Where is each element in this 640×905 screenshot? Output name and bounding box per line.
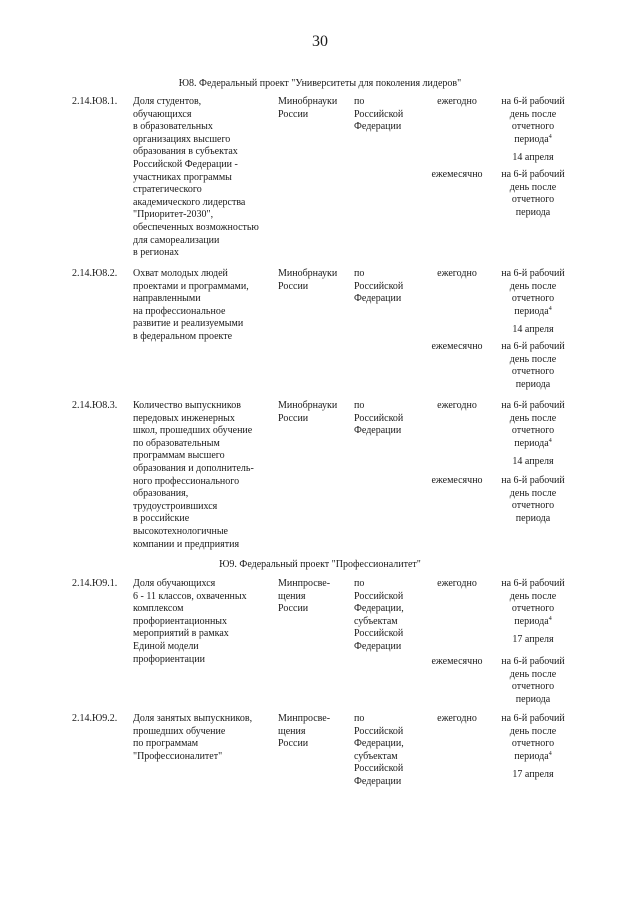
deadline-date: 17 апреля [512,769,554,781]
page-number: 30 [312,33,328,50]
row-number: 2.14.Ю9.1. [72,578,118,589]
frequency: ежемесячно [431,475,483,486]
level: по Российской Федерации, субъектам Российской Федерации [354,713,404,787]
frequency: ежегодно [437,96,477,107]
row-number: 2.14.Ю8.3. [72,400,118,411]
section-title-yu8: Ю8. Федеральный проект "Университеты для поколения лидеров" [178,78,462,89]
responsible-org: Минобрнауки России [278,400,338,424]
deadline [492,400,574,469]
deadline: на 6-й рабочий день после отчетного периода [501,169,565,218]
frequency: ежемесячно [431,341,483,352]
responsible-org: Минобрнауки России [278,96,338,120]
deadline [492,96,574,165]
responsible-org: Минпросве- щения России [278,713,331,750]
level: по Российской Федерации [354,268,404,305]
deadline-date: 17 апреля [512,634,554,646]
footnote-mark: 4 [548,305,552,312]
footnote-mark: 4 [548,615,552,622]
indicator-name: Охват молодых людей проектами и программами, направленными на профессиональное развитие и реализуемыми в федеральном проекте [133,268,249,342]
deadline-date: 14 апреля [512,456,554,468]
frequency: ежегодно [437,713,477,724]
indicator-name: Доля студентов, обучающихся в образовательных организациях высшего образования в субъектах Российской Федерации - участниках программы стратегического академического лидерства "Приоритет-2030", обеспеченных возможностью для самореализации в регионах [133,96,259,259]
indicator-name: Доля обучающихся 6 - 11 классов, охваченных комплексом профориентационных мероприятий в рамках Единой модели профориентации [133,578,247,665]
responsible-org: Минобрнауки России [278,268,338,292]
responsible-org: Минпросве- щения России [278,578,331,615]
frequency: ежегодно [437,268,477,279]
level: по Российской Федерации, субъектам Российской Федерации [354,578,404,652]
level: по Российской Федерации [354,400,404,437]
deadline-text: на 6-й рабочий день после отчетного периода [501,400,565,449]
deadline-date: 14 апреля [512,324,554,336]
row-number: 2.14.Ю8.2. [72,268,118,279]
deadline: на 6-й рабочий день после отчетного периода [501,656,565,705]
deadline-text: на 6-й рабочий день после отчетного периода [501,578,565,627]
deadline: на 6-й рабочий день после отчетного периода [501,341,565,390]
deadline: на 6-й рабочий день после отчетного периода [501,475,565,524]
deadline [492,578,574,647]
deadline [492,713,574,782]
frequency: ежемесячно [431,656,483,667]
frequency: ежемесячно [431,169,483,180]
row-number: 2.14.Ю9.2. [72,713,118,724]
level: по Российской Федерации [354,96,404,133]
deadline [492,268,574,337]
indicator-name: Количество выпускников передовых инженерных школ, прошедших обучение по образовательным программам высшего образования и дополнитель- ного профессионального образования, трудоустроившихся в российские высокотехнологичные компании и предприятия [133,400,254,550]
footnote-mark: 4 [548,133,552,140]
deadline-text: на 6-й рабочий день после отчетного периода [501,268,565,317]
frequency: ежегодно [437,400,477,411]
deadline-date: 14 апреля [512,152,554,164]
deadline-text: на 6-й рабочий день после отчетного периода [501,713,565,762]
deadline-text: на 6-й рабочий день после отчетного периода [501,96,565,145]
row-number: 2.14.Ю8.1. [72,96,118,107]
indicator-name: Доля занятых выпускников, прошедших обучение по программам "Профессионалитет" [133,713,253,762]
footnote-mark: 4 [548,437,552,444]
frequency: ежегодно [437,578,477,589]
section-title-yu9: Ю9. Федеральный проект "Профессионалитет" [219,559,421,570]
footnote-mark: 4 [548,750,552,757]
